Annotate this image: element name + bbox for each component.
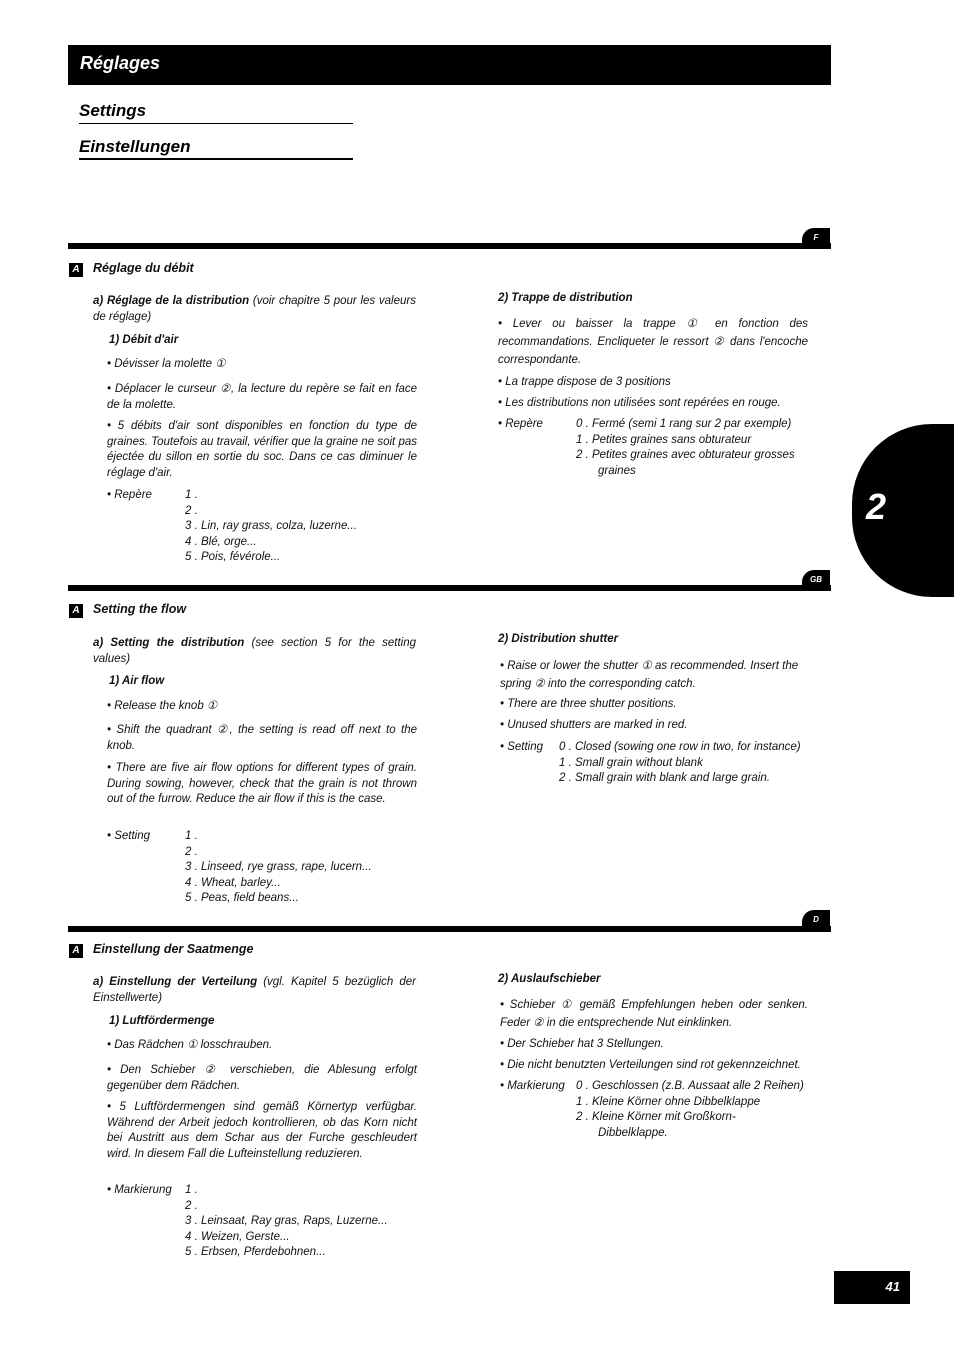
bullet-gb-r1: • Raise or lower the shutter ① as recommended. Insert the spring ② into the corresponding catch. [500,660,799,690]
section-rule-gb [68,585,831,591]
setting-label-gb-right: • Setting [500,741,544,753]
markierung-label-d-right: • Markierung [500,1080,565,1092]
bullet-gb-2: • Shift the quadrant ②, the setting is read off next to the knob. [107,724,417,752]
list-item: 1 . Petites graines sans obturateur [576,433,752,446]
bullet-fr-3: • 5 débits d'air sont disponibles en fonction du type de graines. Toutefois au travail, vérifier que la graine ne soit pas éjectée du sillon en sortie du soc. Dans ce cas diminuer le réglage d'air. [107,420,417,479]
section-rule-d [68,926,831,932]
section-title-d: Einstellung der Saatmenge [93,942,254,956]
subtitle-einstellungen: Einstellungen [79,137,191,156]
page-number: 41 [885,1279,900,1294]
list-item: graines [598,464,636,477]
language-tab-fr: F [802,228,830,248]
list-item: 2 . Kleine Körner mit Großkorn- [576,1111,736,1123]
list-item: 0 . Closed (sowing one row in two, for instance) [559,741,801,753]
paragraph-text: (see section 5 for the setting values) [93,637,416,665]
setting-label-gb: • Setting [107,830,151,842]
section-marker: A [69,263,83,277]
list-item: 2 . Small grain with blank and large grain. [559,772,770,784]
bullet-fr-2: • Déplacer le curseur ②, la lecture du repère se fait en face de la molette. [107,383,417,411]
list-item: 2 . Petites graines avec obturateur grosses [576,449,795,461]
section-marker: A [69,604,83,618]
repere-label-fr: • Repère [107,489,152,501]
header-bar [68,45,831,85]
bullet-fr-r1: • Lever ou baisser la trappe ① en fonction des recommandations. Encliqueter le ressort ② dans l'encoche correspondante. [498,318,808,366]
list-item: 3 . Leinsaat, Ray gras, Raps, Luzerne... [185,1215,388,1227]
paragraph-heading: a) Réglage de la distribution [93,295,250,307]
repere-list-fr [185,488,357,566]
subtitle-underline [79,123,353,124]
subheading-air-flow-d: 1) Luftfördermenge [109,1015,215,1027]
chapter-number: 2 [866,486,887,527]
bullet-d-3: • 5 Luftfördermengen sind gemäß Körnertyp verfügbar. Während der Arbeit jedoch kontrollieren, ob das Korn nicht bei Austritt aus dem Schar aus der Furche geschleudert wird. In diesem Fall die Lufteinstellung reduzieren. [107,1101,417,1160]
paragraph-heading: a) Setting the distribution [93,637,245,649]
subheading-air-flow-fr: 1) Débit d'air [109,334,179,346]
list-item: Dibbelklappe. [598,1126,668,1139]
subheading-shutter-gb: 2) Distribution shutter [498,633,619,645]
repere-list-fr-right [576,417,795,479]
bullet-fr-r3: • Les distributions non utilisées sont repérées en rouge. [498,397,781,409]
list-item: 3 . Linseed, rye grass, rape, lucern... [185,861,372,873]
setting-list-gb [185,829,372,907]
markierung-list-d [185,1183,388,1261]
list-item: 5 . Erbsen, Pferdebohnen... [185,1246,326,1258]
subheading-shutter-fr: 2) Trappe de distribution [498,292,633,304]
markierung-label-d: • Markierung [107,1184,172,1196]
list-item: 1 . [185,1184,198,1196]
list-item: 5 . Pois, févérole... [185,551,281,563]
list-item: 2 . [185,1199,198,1212]
section-title-gb: Setting the flow [93,602,187,616]
repere-label-fr-right: • Repère [498,418,543,430]
list-item: 5 . Peas, field beans... [185,892,299,904]
subtitle-underline [79,158,353,160]
bullet-d-r3: • Die nicht benutzten Verteilungen sind rot gekennzeichnet. [500,1059,801,1071]
bullet-d-1: • Das Rädchen ① losschrauben. [107,1039,273,1051]
markierung-list-d-right [576,1079,804,1141]
section-title-fr: Réglage du débit [93,261,194,275]
language-tab-gb: GB [802,570,830,590]
paragraph-heading: a) Einstellung der Verteilung [93,976,258,988]
paragraph-text: (vgl. Kapitel 5 bezüglich der Einstellwerte) [93,976,416,1004]
list-item: 1 . Kleine Körner ohne Dibbelklappe [576,1095,761,1108]
list-item: 4 . Weizen, Gerste... [185,1230,290,1243]
list-item: 0 . Fermé (semi 1 rang sur 2 par exemple) [576,418,792,430]
paragraph-a-gb [93,636,416,667]
paragraph-text: (voir chapitre 5 pour les valeurs de réglage) [93,295,416,323]
list-item: 1 . [185,830,198,842]
subheading-shutter-d: 2) Auslaufschieber [498,973,601,985]
bullet-gb-r3: • Unused shutters are marked in red. [500,719,688,731]
bullet-gb-3: • There are five air flow options for different types of grain. During sowing, however, check that the grain is not thrown out of the furrow. Reduce the air flow if this is the case. [107,762,417,805]
bullet-gb-r2: • There are three shutter positions. [500,698,677,710]
bullet-fr-1: • Dévisser la molette ① [107,358,226,370]
paragraph-a-d [93,975,416,1006]
bullet-d-2: • Den Schieber ② verschieben, die Ablesung erfolgt gegenüber dem Rädchen. [107,1064,417,1092]
list-item: 2 . [185,504,198,517]
setting-list-gb-right [559,740,801,787]
language-tab-d: D [802,910,830,930]
section-rule-fr [68,243,831,249]
list-item: 2 . [185,845,198,858]
bullet-d-r1: • Schieber ① gemäß Empfehlungen heben oder senken. Feder ② in die entsprechende Nut einklinken. [500,999,808,1029]
list-item: 4 . Wheat, barley... [185,876,281,889]
bullet-fr-r2: • La trappe dispose de 3 positions [498,376,671,388]
subtitle-settings: Settings [79,101,147,120]
page-title: Réglages [80,53,161,73]
list-item: 1 . [185,489,198,501]
bullet-gb-1: • Release the knob ① [107,700,218,712]
list-item: 4 . Blé, orge... [185,535,257,548]
section-marker: A [69,944,83,958]
list-item: 3 . Lin, ray grass, colza, luzerne... [185,520,357,532]
subheading-air-flow-gb: 1) Air flow [109,675,165,687]
list-item: 1 . Small grain without blank [559,756,703,769]
list-item: 0 . Geschlossen (z.B. Aussaat alle 2 Reihen) [576,1080,804,1092]
bullet-d-r2: • Der Schieber hat 3 Stellungen. [500,1038,664,1050]
paragraph-a-fr [93,294,416,325]
